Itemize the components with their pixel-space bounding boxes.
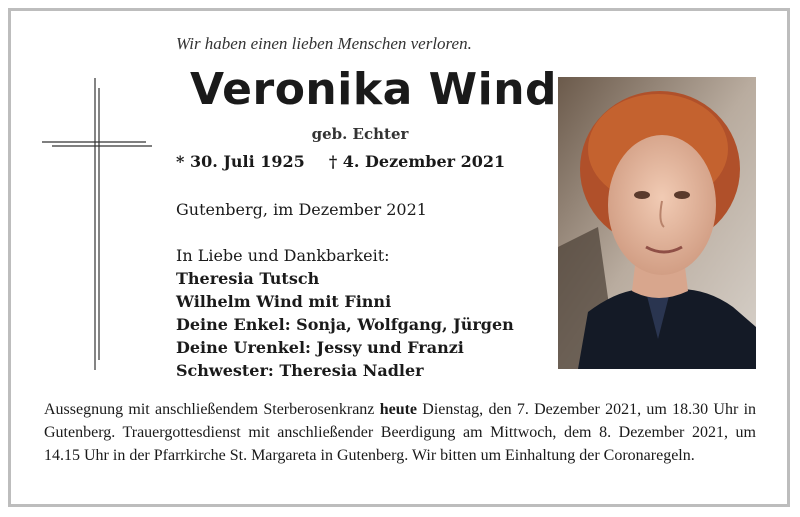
cross-icon [40,78,160,370]
death-date: † 4. Dezember 2021 [328,152,506,171]
mourner-name: Deine Urenkel: Jessy und Franzi [176,338,464,357]
place-date: Gutenberg, im Dezember 2021 [176,200,427,219]
mourners-block [176,244,514,382]
mourner-name: Deine Enkel: Sonja, Wolfgang, Jürgen [176,315,514,334]
mourner-name: Wilhelm Wind mit Finni [176,292,392,311]
mourner-name: Schwester: Theresia Nadler [176,361,424,380]
announcement-part-2: Dienstag, den 7. Dezember 2021, um 18.30 Uhr in Gutenberg. Trauergottesdienst mit anschließender Beerdigung am Mittwoch, dem 8. Dezember 2021, um 14.15 Uhr in der Pfarrkirche St. Margareta in Gutenberg. Wir bitten um Einhaltung der Coronaregeln. [44,401,757,464]
intro-text: Wir haben einen lieben Menschen verloren. [176,34,472,53]
mourners-lead: In Liebe und Dankbarkeit: [176,246,390,265]
life-dates [176,152,505,171]
mourner-name: Theresia Tutsch [176,269,320,288]
portrait-photo [558,77,756,369]
birth-name: geb. Echter [311,125,409,143]
announcement-part-1: Aussegnung mit anschließendem Sterberosenkranz [44,401,380,418]
funeral-announcement [44,398,756,467]
deceased-name: Veronika Wind [190,64,558,115]
announcement-highlight: heute [379,401,418,418]
birth-date: * 30. Juli 1925 [176,152,305,171]
